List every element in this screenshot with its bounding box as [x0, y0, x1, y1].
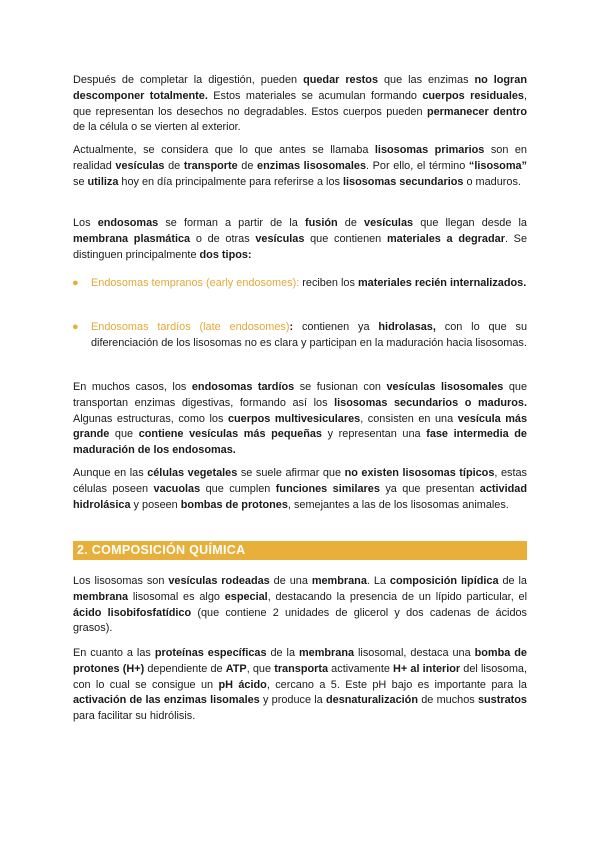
text-run: que cumplen [200, 482, 276, 495]
text-run: hoy en día principalmente para referirse a los [118, 175, 343, 188]
bullet-icon: ● [72, 321, 79, 333]
bold-text: fase intermedia de maduración de los endosomas. [73, 428, 527, 457]
bold-text: bombas de protones [180, 498, 288, 511]
text-run: Después de completar la digestión, pueden [73, 74, 304, 86]
text-run: que [109, 428, 139, 441]
text-run: de muchos [417, 694, 478, 707]
text-run: , estas células poseen [73, 467, 527, 495]
bold-text: membrana plasmática [73, 232, 191, 245]
text-run: En muchos casos, los [73, 381, 192, 393]
bold-text: permanecer dentro [426, 105, 527, 118]
text-run: con lo que su diferenciación de los lisosomas no es clara y participan en la maduración hacia lisosomas. [91, 321, 528, 349]
bold-text: lisosomas secundarios [342, 175, 464, 188]
paragraph-plant-cells [73, 466, 527, 513]
bold-text: no logran descomponer totalmente. [73, 74, 528, 102]
paragraph-primary-lysosomes [73, 143, 527, 190]
text-run: , consisten en una [360, 412, 458, 425]
text-run: del lisosoma, con lo cual se consigue un [73, 662, 527, 691]
text-run: que las enzimas [378, 74, 475, 86]
bold-text: endosomas tardíos [191, 381, 295, 393]
paragraph-residual-bodies [73, 73, 527, 136]
text-run: , destacando la presencia de un lípido particular, el [267, 590, 527, 603]
bold-text: vacuolas [153, 482, 201, 495]
paragraph-lipid-composition [73, 574, 527, 637]
text-run: que contienen [304, 232, 387, 245]
text-run: se fusionan con [294, 381, 387, 393]
paragraph-endosomes [73, 216, 527, 263]
section-title: 2. COMPOSICIÓN QUÍMICA [77, 543, 246, 557]
text-run: , que [246, 662, 275, 675]
bold-text: actividad hidrolásica [73, 482, 527, 511]
highlighted-text: Endosomas tardíos (late endosomes) [91, 321, 290, 333]
bold-text: membrana [298, 647, 355, 659]
bold-text: “lisosoma” [468, 159, 528, 172]
text-run: dependiente de [144, 662, 226, 675]
bullet-icon: ● [72, 277, 79, 289]
text-run: o maduros. [463, 175, 521, 188]
bold-text: : [289, 321, 294, 333]
bold-text: vesículas [115, 159, 165, 172]
bold-text: vesículas [255, 232, 305, 245]
text-run: se suele afirmar que [237, 467, 345, 479]
text-run: que transportan enzimas digestivas, formando así los [73, 381, 528, 409]
text-run: lisosomal es algo [128, 590, 225, 603]
bold-text: transporta [274, 662, 329, 675]
bold-text: hidrolasas, [378, 321, 436, 333]
text-run: Estos materiales se acumulan formando [207, 89, 423, 102]
text-run: de una [269, 575, 312, 587]
text-run: de la [498, 575, 527, 587]
paragraph-membrane-proteins [73, 646, 527, 725]
bold-text: vesículas lisosomales [386, 381, 504, 393]
highlighted-text: Endosomas tempranos (early endosomes): [91, 277, 300, 289]
bold-text: endosomas [97, 217, 159, 229]
text-run: se forman a partir de la [158, 217, 305, 229]
text-run: (que contiene 2 unidades de glicerol y dos cadenas de ácidos grasos). [73, 606, 527, 635]
bold-text: proteínas específicas [154, 647, 267, 659]
text-run: Algunas estructuras, como los [73, 412, 228, 425]
bold-text: utiliza [87, 175, 119, 188]
text-run: . Por ello, el término [366, 159, 469, 172]
text-run: o de otras [190, 232, 256, 245]
text-run: Los [73, 217, 98, 229]
text-run: y representan una [322, 428, 427, 441]
bold-text: lisosomas secundarios o maduros. [334, 396, 527, 409]
text-run: de [164, 159, 184, 172]
text-run: contienen ya [293, 321, 379, 333]
text-run: de [237, 159, 258, 172]
bold-text: funciones similares [275, 482, 380, 495]
bold-text: H+ al interior [393, 662, 461, 675]
bold-text: sustratos [477, 694, 527, 707]
text-run: En cuanto a las [73, 647, 155, 659]
text-run: lisosomal, destaca una [354, 647, 475, 659]
text-run: y produce la [259, 694, 326, 707]
bold-text: ácido lisobifosfatídico [73, 606, 192, 619]
bold-text: ATP [225, 662, 247, 675]
bold-text: (H+) [122, 662, 145, 675]
bold-text: activación de las enzimas lisomales [73, 694, 260, 707]
section-header [73, 541, 527, 560]
bold-text: transporte [183, 159, 238, 172]
text-run: . Se distinguen principalmente [73, 232, 527, 261]
text-run: de la célula o se vierten al exterior. [73, 121, 241, 134]
bold-text: desnaturalización [325, 694, 418, 707]
text-run: Actualmente, se considera que lo que antes se llamaba [73, 144, 375, 156]
bold-text: lisosomas primarios [374, 144, 485, 156]
bold-text: vesículas [364, 217, 414, 229]
bold-text: pH ácido [218, 678, 267, 691]
text-run: son en realidad [73, 144, 527, 172]
list-item-late-endosomes [72, 320, 528, 352]
text-run: para facilitar su hidrólisis. [73, 710, 196, 723]
bold-text: no existen lisosomas típicos [344, 467, 495, 479]
bold-text: vesícula más grande [73, 412, 528, 441]
bold-text: bomba de protones [73, 647, 527, 675]
bold-text: cuerpos residuales [422, 89, 524, 102]
bold-text: membrana [73, 590, 129, 603]
bold-text: contiene vesículas más pequeñas [138, 428, 322, 441]
text-run: , que representan los desechos no degradables. Estos cuerpos pueden [73, 89, 527, 118]
paragraph-maturation [73, 380, 527, 459]
bold-text: células vegetales [147, 467, 238, 479]
bold-text: especial [224, 590, 268, 603]
bold-text: vesículas rodeadas [168, 575, 270, 587]
bold-text: dos tipos: [199, 248, 252, 261]
bold-text: materiales recién internalizados. [357, 277, 527, 289]
text-run: de [337, 217, 365, 229]
bold-text: materiales a degradar [386, 232, 505, 245]
text-run: Los lisosomas son [73, 575, 169, 587]
bold-text: fusión [304, 217, 338, 229]
bold-text: composición lipídica [389, 575, 499, 587]
text-run: de la [266, 647, 299, 659]
bold-text: membrana [311, 575, 367, 587]
text-run: se [73, 175, 88, 188]
bold-text: cuerpos multivesiculares [227, 412, 361, 425]
text-run: activamente [328, 662, 394, 675]
bold-text: enzimas lisosomales [257, 159, 367, 172]
text-run: , cercano a 5. Este pH bajo es importante para la [266, 678, 527, 691]
bold-text: quedar restos [303, 74, 379, 86]
text-run: Aunque en las [73, 467, 148, 479]
text-run: y poseen [130, 498, 181, 511]
text-run: que llegan desde la [413, 217, 527, 229]
text-run: ya que presentan [379, 482, 480, 495]
text-run: . La [366, 575, 390, 587]
list-item-early-endosomes [72, 276, 527, 292]
text-run: , semejantes a las de los lisosomas animales. [287, 498, 509, 511]
text-run: reciben los [299, 277, 358, 289]
